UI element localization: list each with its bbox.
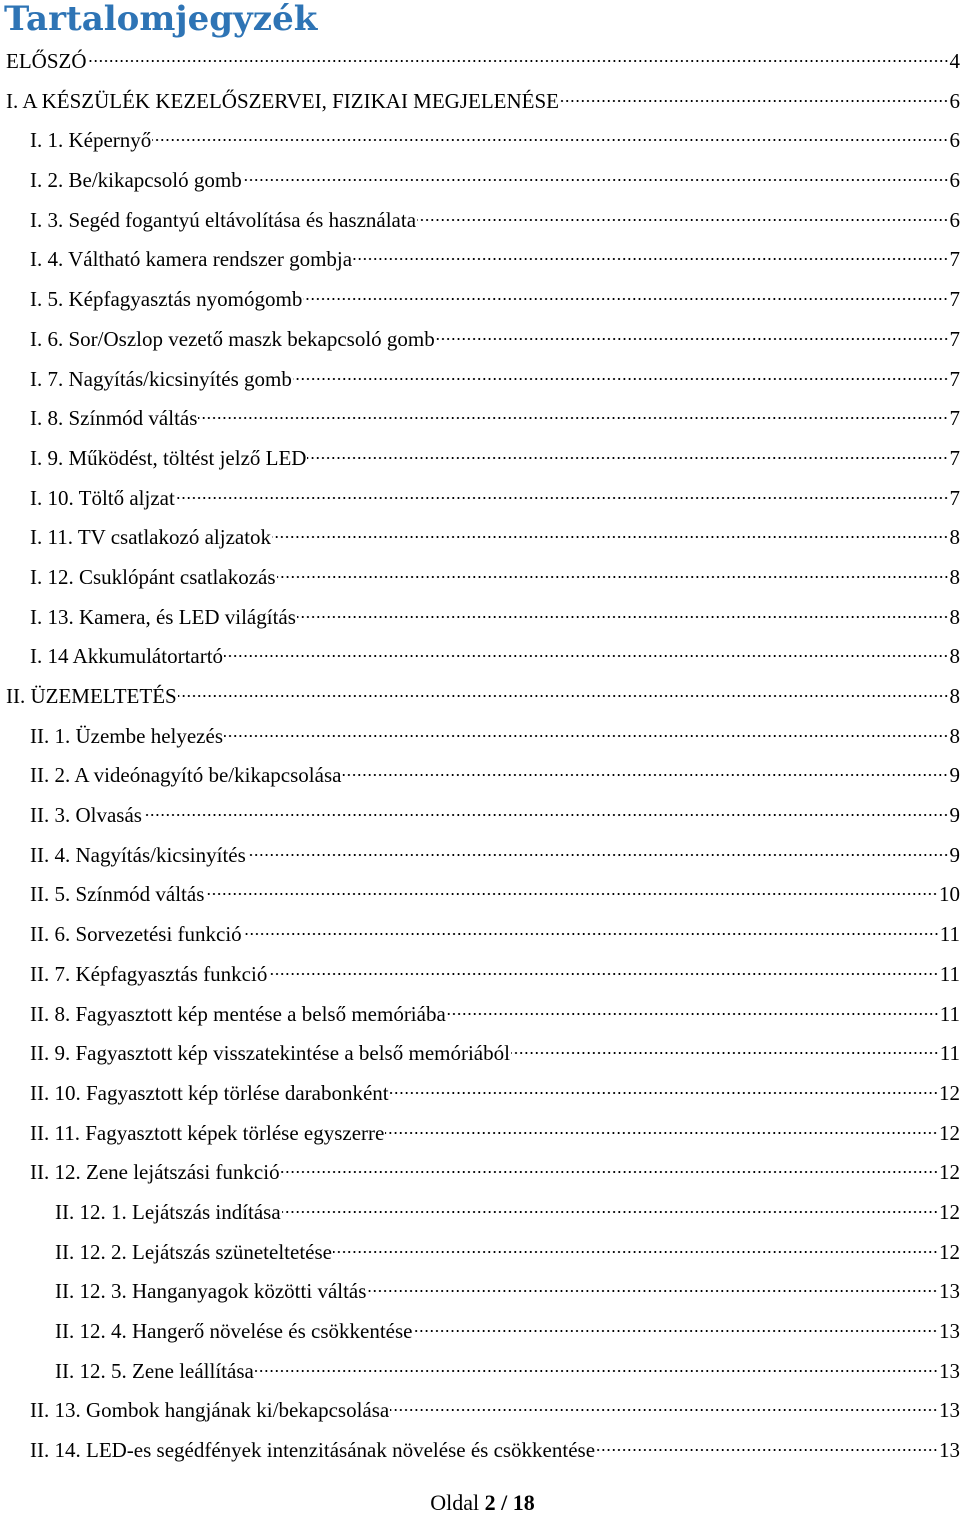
toc-entry-page-number: 4 — [950, 42, 960, 82]
toc-entry[interactable] — [0, 360, 960, 400]
toc-entry-page-number: 11 — [940, 995, 960, 1035]
dot-leader — [560, 99, 948, 103]
toc-entry[interactable] — [0, 836, 960, 876]
dot-leader — [205, 892, 938, 896]
toc-entry-title: II. 12. 3. Hanganyagok közötti váltás — [55, 1272, 366, 1312]
dot-leader — [282, 1210, 938, 1214]
dot-leader — [224, 734, 949, 738]
toc-entry-page-number: 8 — [950, 717, 960, 757]
dot-leader — [293, 377, 949, 381]
toc-entry-title: II. 10. Fagyasztott kép törlése darabonként — [30, 1074, 389, 1114]
toc-entry-title: I. 6. Sor/Oszlop vezető maszk bekapcsoló gomb — [30, 320, 435, 360]
toc-entry-title: I. 1. Képernyő — [30, 121, 151, 161]
dot-leader — [176, 496, 949, 500]
toc-entry-page-number: 7 — [950, 360, 960, 400]
toc-entry[interactable] — [0, 995, 960, 1035]
toc-entry-page-number: 6 — [950, 161, 960, 201]
toc-entry-page-number: 8 — [950, 677, 960, 717]
toc-entry-title: II. 1. Üzembe helyezés — [30, 717, 223, 757]
dot-leader — [417, 218, 948, 222]
toc-entry-page-number: 10 — [939, 875, 960, 915]
toc-entry-title: II. 2. A videónagyító be/kikapcsolása — [30, 756, 341, 796]
document-title: Tartalomjegyzék — [4, 0, 317, 40]
toc-entry-title: II. 7. Képfagyasztás funkció — [30, 955, 267, 995]
toc-entry-title: I. 4. Váltható kamera rendszer gombja — [30, 240, 352, 280]
toc-entry[interactable] — [0, 875, 960, 915]
toc-entry-page-number: 11 — [940, 955, 960, 995]
toc-entry[interactable] — [0, 1114, 960, 1154]
toc-entry-title: II. 9. Fagyasztott kép visszatekintése a belső memóriából — [30, 1034, 510, 1074]
dot-leader — [281, 1170, 938, 1174]
toc-entry-title: II. ÜZEMELTETÉS — [6, 677, 177, 717]
dot-leader — [272, 535, 948, 539]
toc-entry-page-number: 12 — [939, 1074, 960, 1114]
toc-entry-title: I. 7. Nagyítás/kicsinyítés gomb — [30, 360, 292, 400]
page-footer — [0, 1488, 960, 1518]
toc-entry-title: II. 14. LED-es segédfények intenzitásának növelése és csökkentése — [30, 1431, 595, 1471]
toc-entry-page-number: 8 — [950, 558, 960, 598]
toc-entry[interactable] — [0, 479, 960, 519]
toc-entry[interactable] — [0, 121, 960, 161]
toc-entry[interactable] — [0, 1233, 960, 1273]
page-separator: / — [501, 1490, 507, 1515]
toc-entry-title: I. 12. Csuklópánt csatlakozás — [30, 558, 276, 598]
dot-leader — [243, 932, 939, 936]
toc-entry-page-number: 7 — [950, 439, 960, 479]
toc-entry[interactable] — [0, 161, 960, 201]
dot-leader — [303, 297, 948, 301]
dot-leader — [297, 615, 949, 619]
toc-entry-page-number: 9 — [950, 836, 960, 876]
toc-entry-title: II. 8. Fagyasztott kép mentése a belső memóriába — [30, 995, 446, 1035]
toc-entry[interactable] — [0, 518, 960, 558]
dot-leader — [385, 1131, 938, 1135]
dot-leader — [307, 456, 948, 460]
toc-entry-title: II. 12. 1. Lejátszás indítása — [55, 1193, 281, 1233]
dot-leader — [88, 59, 949, 63]
toc-entry[interactable] — [0, 82, 960, 122]
toc-entry-page-number: 9 — [950, 796, 960, 836]
toc-entry-title: I. 8. Színmód váltás — [30, 399, 197, 439]
toc-entry-title: I. 14 Akkumulátortartó — [30, 637, 223, 677]
toc-entry[interactable] — [0, 756, 960, 796]
toc-entry[interactable] — [0, 280, 960, 320]
dot-leader — [447, 1012, 939, 1016]
toc-entry-title: II. 11. Fagyasztott képek törlése egyszerre — [30, 1114, 384, 1154]
dot-leader — [255, 1369, 938, 1373]
table-of-contents — [0, 42, 960, 1471]
toc-entry-page-number: 13 — [939, 1312, 960, 1352]
dot-leader — [511, 1051, 939, 1055]
page-label: Oldal — [430, 1490, 479, 1515]
toc-entry[interactable] — [0, 915, 960, 955]
toc-entry-title: I. 2. Be/kikapcsoló gomb — [30, 161, 242, 201]
toc-entry[interactable] — [0, 637, 960, 677]
toc-entry[interactable] — [0, 1431, 960, 1471]
toc-entry-title: II. 3. Olvasás — [30, 796, 142, 836]
toc-entry-page-number: 8 — [950, 598, 960, 638]
dot-leader — [353, 257, 948, 261]
toc-entry-page-number: 6 — [950, 201, 960, 241]
dot-leader — [390, 1408, 938, 1412]
dot-leader — [333, 1250, 938, 1254]
toc-entry-page-number: 12 — [939, 1153, 960, 1193]
toc-entry-title: I. 3. Segéd fogantyú eltávolítása és használata — [30, 201, 416, 241]
toc-entry-page-number: 13 — [939, 1352, 960, 1392]
dot-leader — [143, 813, 949, 817]
toc-entry-page-number: 8 — [950, 637, 960, 677]
toc-entry-title: I. 10. Töltő aljzat — [30, 479, 175, 519]
dot-leader — [198, 416, 948, 420]
dot-leader — [152, 138, 948, 142]
toc-entry[interactable] — [0, 201, 960, 241]
toc-entry-page-number: 12 — [939, 1114, 960, 1154]
toc-entry-page-number: 7 — [950, 399, 960, 439]
toc-entry[interactable] — [0, 1391, 960, 1431]
toc-entry[interactable] — [0, 1272, 960, 1312]
toc-entry-page-number: 13 — [939, 1431, 960, 1471]
toc-entry[interactable] — [0, 42, 960, 82]
dot-leader — [596, 1448, 938, 1452]
dot-leader — [390, 1091, 938, 1095]
toc-entry-title: I. 5. Képfagyasztás nyomógomb — [30, 280, 302, 320]
dot-leader — [178, 694, 949, 698]
current-page-number: 2 — [485, 1490, 496, 1515]
toc-entry[interactable] — [0, 1312, 960, 1352]
toc-entry-page-number: 13 — [939, 1272, 960, 1312]
toc-entry[interactable] — [0, 399, 960, 439]
toc-entry-title: I. 9. Működést, töltést jelző LED — [30, 439, 306, 479]
toc-entry[interactable] — [0, 955, 960, 995]
toc-entry-page-number: 7 — [950, 479, 960, 519]
toc-entry[interactable] — [0, 240, 960, 280]
toc-entry-title: I. 11. TV csatlakozó aljzatok — [30, 518, 271, 558]
toc-entry[interactable] — [0, 717, 960, 757]
dot-leader — [413, 1329, 938, 1333]
dot-leader — [436, 337, 949, 341]
dot-leader — [247, 853, 949, 857]
toc-entry[interactable] — [0, 1352, 960, 1392]
toc-entry[interactable] — [0, 558, 960, 598]
dot-leader — [243, 178, 949, 182]
toc-entry-page-number: 7 — [950, 320, 960, 360]
toc-entry[interactable] — [0, 1193, 960, 1233]
toc-entry-page-number: 12 — [939, 1193, 960, 1233]
total-page-count: 18 — [513, 1490, 535, 1515]
toc-entry-title: II. 5. Színmód váltás — [30, 875, 204, 915]
toc-entry-page-number: 11 — [940, 915, 960, 955]
toc-entry-title: I. A KÉSZÜLÉK KEZELŐSZERVEI, FIZIKAI MEGJELENÉSE — [6, 82, 559, 122]
toc-entry[interactable] — [0, 1074, 960, 1114]
toc-entry[interactable] — [0, 796, 960, 836]
toc-entry[interactable] — [0, 677, 960, 717]
toc-entry-title: I. 13. Kamera, és LED világítás — [30, 598, 296, 638]
dot-leader — [277, 575, 949, 579]
toc-entry[interactable] — [0, 1034, 960, 1074]
toc-entry[interactable] — [0, 439, 960, 479]
toc-entry-page-number: 11 — [940, 1034, 960, 1074]
toc-entry-page-number: 6 — [950, 121, 960, 161]
toc-entry-title: II. 12. 5. Zene leállítása — [55, 1352, 254, 1392]
toc-entry[interactable] — [0, 320, 960, 360]
toc-entry-page-number: 7 — [950, 240, 960, 280]
dot-leader — [342, 773, 948, 777]
toc-entry-page-number: 13 — [939, 1391, 960, 1431]
toc-entry-page-number: 12 — [939, 1233, 960, 1273]
toc-entry[interactable] — [0, 598, 960, 638]
dot-leader — [224, 654, 948, 658]
toc-entry-title: II. 12. 4. Hangerő növelése és csökkentése — [55, 1312, 412, 1352]
toc-entry-title: II. 4. Nagyítás/kicsinyítés — [30, 836, 246, 876]
dot-leader — [367, 1289, 938, 1293]
toc-entry-page-number: 8 — [950, 518, 960, 558]
toc-entry-title: II. 6. Sorvezetési funkció — [30, 915, 242, 955]
toc-entry-page-number: 9 — [950, 756, 960, 796]
toc-entry-title: II. 13. Gombok hangjának ki/bekapcsolása — [30, 1391, 389, 1431]
toc-entry[interactable] — [0, 1153, 960, 1193]
toc-entry-page-number: 7 — [950, 280, 960, 320]
toc-entry-title: II. 12. 2. Lejátszás szüneteltetése — [55, 1233, 332, 1273]
dot-leader — [268, 972, 938, 976]
toc-entry-title: II. 12. Zene lejátszási funkció — [30, 1153, 280, 1193]
toc-entry-title: ELŐSZÓ — [6, 42, 87, 82]
toc-entry-page-number: 6 — [950, 82, 960, 122]
